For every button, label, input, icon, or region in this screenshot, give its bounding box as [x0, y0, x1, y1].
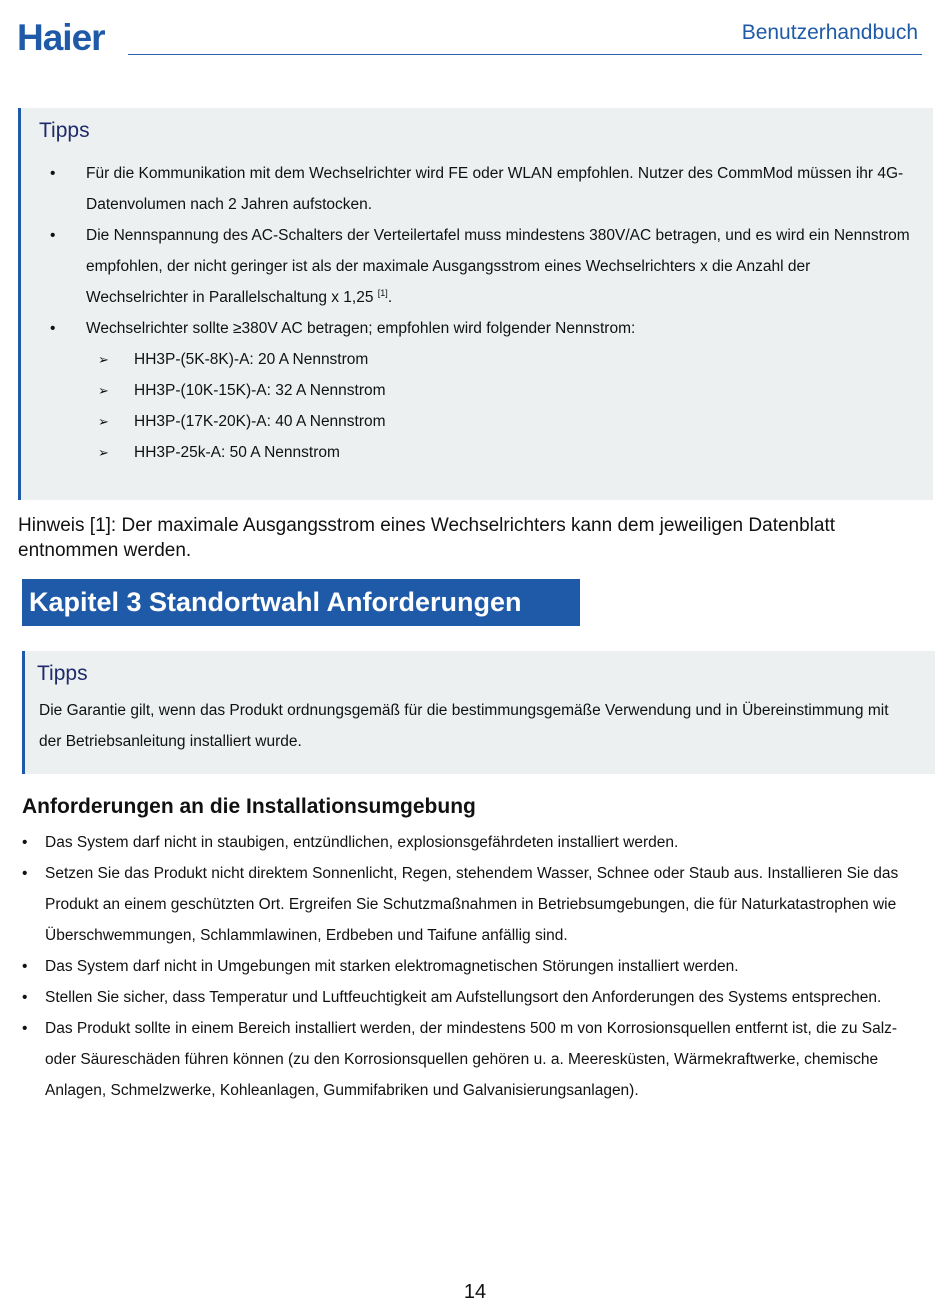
rated-current-item: ➢ HH3P-(5K-8K)-A: 20 A Nennstrom [134, 344, 916, 375]
chapter-heading: Kapitel 3 Standortwahl Anforderungen [22, 579, 580, 626]
footnote-note: Hinweis [1]: Der maximale Ausgangsstrom eines Wechselrichters kann dem jeweiligen Datenblatt entnommen werden. [18, 515, 836, 561]
footnote-reference: [1] [377, 288, 388, 298]
section-heading: Anforderungen an die Installationsumgebung [22, 795, 476, 818]
requirement-item: • Das System darf nicht in staubigen, entzündlichen, explosionsgefährdeten installiert werden. [45, 827, 930, 858]
tips-title: Tipps [37, 662, 88, 685]
tips-box-warranty [22, 651, 935, 774]
tips-bullet-list [86, 158, 916, 468]
page-number: 14 [463, 1281, 487, 1303]
header-divider [128, 54, 922, 55]
tips-bullet-rated-current: • Wechselrichter sollte ≥380V AC betragen; empfohlen wird folgender Nennstrom: ➢ HH3P-(5K-8K)-A: 20 A Nennstrom ➢ HH3P-(10K-15K)-A: 32 A Nennstrom ➢ HH3P-(17K-20K)-A: 40 A Nennstrom ➢ HH3P-25k-A: 50 A Nennstrom [86, 313, 916, 468]
requirement-item: • Stellen Sie sicher, dass Temperatur und Luftfeuchtigkeit am Aufstellungsort den Anforderungen des Systems entsprechen. [45, 982, 930, 1013]
rated-current-list [86, 344, 916, 468]
rated-current-item: ➢ HH3P-(17K-20K)-A: 40 A Nennstrom [134, 406, 916, 437]
tips-text-warranty: Die Garantie gilt, wenn das Produkt ordnungsgemäß für die bestimmungsgemäße Verwendung und in Übereinstimmung mit der Betriebsanleitung installiert wurde. [39, 702, 889, 750]
tips-bullet-communication: • Für die Kommunikation mit dem Wechselrichter wird FE oder WLAN empfohlen. Nutzer des CommMod müssen ihr 4G-Datenvolumen nach 2 Jahren aufstocken. [86, 158, 916, 220]
rated-current-item: ➢ HH3P-25k-A: 50 A Nennstrom [134, 437, 916, 468]
requirement-item: • Das Produkt sollte in einem Bereich installiert werden, der mindestens 500 m von Korrosionsquellen entfernt ist, die zu Salz- oder Säureschäden führen können (zu den Korrosionsquellen gehören u. a. Meeresküsten, Wärmekraftwerke, chemische Anlagen, Schmelzwerke, Kohleanlagen, Gummifabriken und Galvanisierungsanlagen). [45, 1013, 930, 1106]
tips-box-power [18, 108, 933, 500]
requirements-list [45, 827, 930, 1106]
haier-logo: Haier [17, 17, 105, 58]
tips-title: Tipps [39, 119, 90, 142]
rated-current-item: ➢ HH3P-(10K-15K)-A: 32 A Nennstrom [134, 375, 916, 406]
requirement-item: • Das System darf nicht in Umgebungen mit starken elektromagnetischen Störungen installiert werden. [45, 951, 930, 982]
header-title: Benutzerhandbuch [741, 21, 918, 44]
tips-bullet-ac-switch: • Die Nennspannung des AC-Schalters der Verteilertafel muss mindestens 380V/AC betragen, und es wird ein Nennstrom empfohlen, der nicht geringer ist als der maximale Ausgangsstrom eines Wechselrichters x die Anzahl der Wechselrichter in Parallelschaltung x 1,25 [1]. [86, 220, 916, 313]
requirement-item: • Setzen Sie das Produkt nicht direktem Sonnenlicht, Regen, stehendem Wasser, Schnee oder Staub aus. Installieren Sie das Produkt an einem geschützten Ort. Ergreifen Sie Schutzmaßnahmen in Betriebsumgebungen, die für Naturkatastrophen wie Überschwemmungen, Schlammlawinen, Erdbeben und Taifune anfällig sind. [45, 858, 930, 951]
